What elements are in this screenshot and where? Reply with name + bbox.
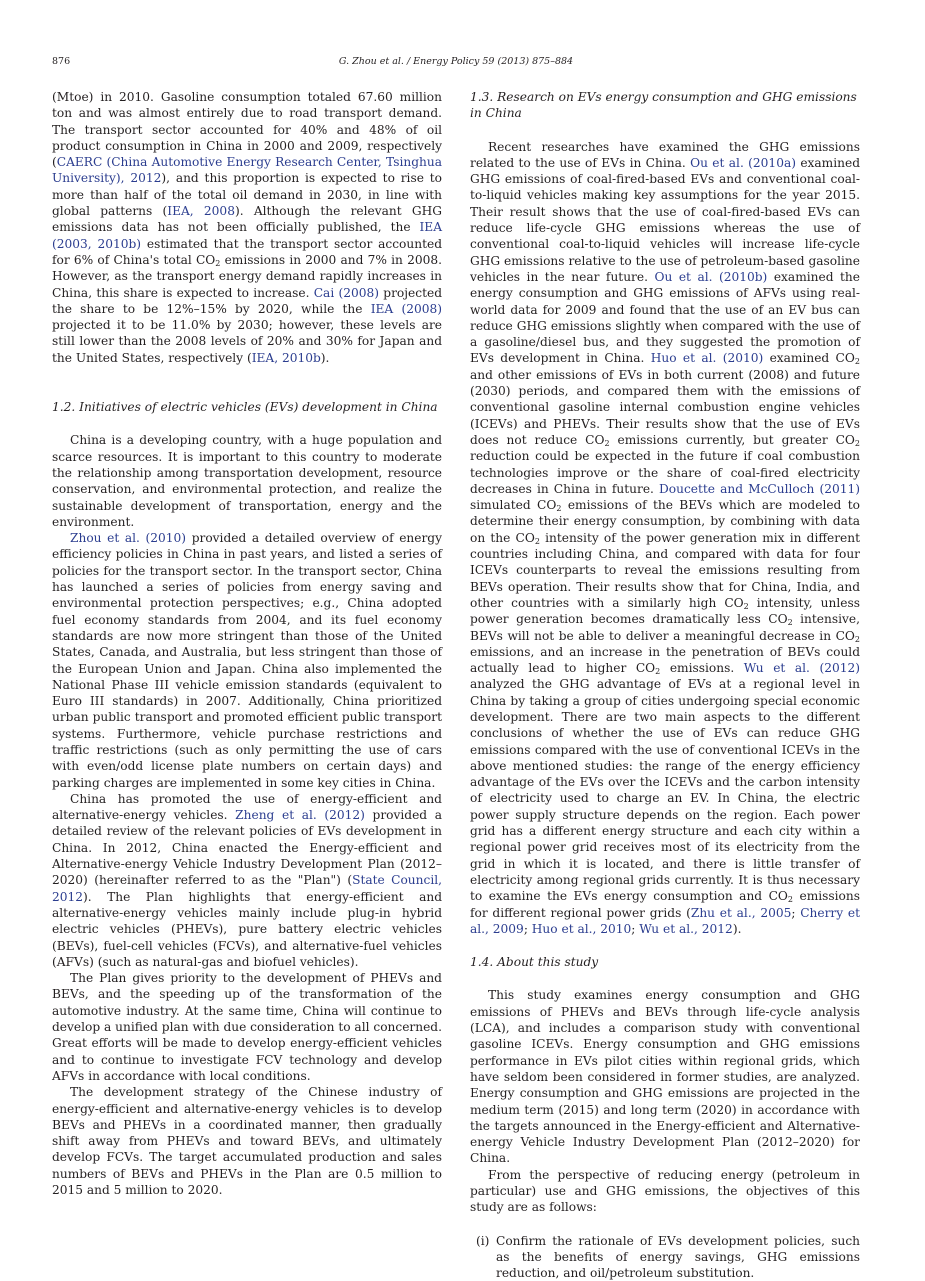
- citation-zhu-2005[interactable]: Zhu et al., 2005: [690, 905, 792, 920]
- paragraph-objectives-intro: From the perspective of reducing energy (petroleum in particular) use and GHG emissions, the objectives of this study are as follows:: [470, 1167, 860, 1215]
- citation-doucette-mcculloch-2011[interactable]: Doucette and McCulloch (2011): [659, 481, 861, 496]
- citation-zheng-2012[interactable]: Zheng et al. (2012): [235, 808, 365, 823]
- citation-huo-2010-b[interactable]: Huo et al., 2010: [531, 921, 632, 936]
- citation-cai-2008[interactable]: Cai (2008): [313, 285, 380, 300]
- left-column: [52, 89, 442, 1198]
- citation-iea-2008-b[interactable]: IEA (2008): [370, 301, 442, 316]
- objective-list-item: [470, 1233, 860, 1281]
- paragraph-china-developing: China is a developing country, with a huge population and scarce resources. It is important to this country to moderate the relationship among transportation development, resource conservation, and environmental protection, and realize the sustainable development of transportation, energy and the environment.: [52, 433, 442, 529]
- citation-ou-2010b[interactable]: Ou et al. (2010b): [654, 269, 768, 284]
- citation-state-council-2012[interactable]: State Council, 2012: [52, 873, 442, 904]
- section-heading-1-3: 1.3. Research on EVs energy consumption and GHG emissions in China: [470, 90, 857, 121]
- citation-wu-2012-b[interactable]: Wu et al., 2012: [639, 921, 733, 936]
- section-heading-1-4: 1.4. About this study: [470, 955, 599, 970]
- citation-iea-2008[interactable]: IEA, 2008: [167, 204, 235, 219]
- running-head: G. Zhou et al. / Energy Policy 59 (2013) 875–884: [338, 56, 574, 67]
- paragraph-plan: China has promoted the use of energy-efficient and alternative-energy vehicles. Zheng et al. (2012) provided a detailed review of the relevant policies of EVs development in China. In 2012, China enacted the Energy-efficient and Alternative-energy Vehicle Industry Development Plan (2012–2020) (hereinafter referred to as the "Plan") (State Council, 2012). The Plan highlights that energy-efficient and alternative-energy vehicles mainly include plug-in hybrid electric vehicles (PHEVs), pure battery electric vehicles (BEVs), fuel-cell vehicles (FCVs), and alternative-fuel vehicles (AFVs) (such as natural-gas and biofuel vehicles).: [52, 791, 442, 969]
- citation-zhou-2010[interactable]: Zhou et al. (2010): [70, 531, 187, 546]
- citation-iea-2010b[interactable]: IEA, 2010b: [251, 350, 321, 365]
- list-label: (i): [476, 1233, 490, 1248]
- citation-cherry-2009[interactable]: Cherry et al., 2009: [470, 905, 861, 936]
- right-column: [470, 89, 860, 1281]
- page-number: 876: [52, 56, 71, 67]
- citation-iea-2003-2010b[interactable]: IEA (2003, 2010b): [52, 220, 442, 251]
- citation-wu-2012[interactable]: Wu et al. (2012): [743, 661, 860, 676]
- list-text: Confirm the rationale of EVs development policies, such as the benefits of energy savings, GHG emissions reduction, and oil/petroleum substitution.: [496, 1233, 860, 1281]
- citation-caerc-2012[interactable]: CAERC (China Automotive Energy Research Center, Tsinghua University), 2012: [52, 155, 442, 186]
- paragraph-about-study: This study examines energy consumption and GHG emissions of PHEVs and BEVs through life-cycle analysis (LCA), and includes a comparison study with conventional gasoline ICEVs. Energy consumption and GHG emissions performance in EVs pilot cities within regional grids, which have seldom been considered in former studies, are analyzed. Energy consumption and GHG emissions are projected in the medium term (2015) and long term (2020) in accordance with the targets announced in the Energy-efficient and Alternative-energy Vehicle Industry Development Plan (2012–2020) for China.: [470, 988, 860, 1166]
- citation-huo-2010[interactable]: Huo et al. (2010): [650, 351, 764, 366]
- paragraph-plan-priority: The Plan gives priority to the development of PHEVs and BEVs, and the speeding up of the transformation of the automotive industry. At the same time, China will continue to develop a unified plan with due consideration to all concerned. Great efforts will be made to develop energy-efficient vehicles and to continue to investigate FCV technology and develop AFVs in accordance with local conditions.: [52, 971, 442, 1083]
- section-heading-1-2: 1.2. Initiatives of electric vehicles (EVs) development in China: [52, 400, 438, 415]
- paragraph-ev-research: Recent researches have examined the GHG emissions related to the use of EVs in China. Ou et al. (2010a) examined GHG emissions of coal-fired-based EVs and conventional coal-to-liquid vehicles making key assumptions for the year 2015. Their result shows that the use of coal-fired-based EVs can reduce life-cycle GHG emissions whereas the use of conventional coal-to-liquid vehicles will increase life-cycle GHG emissions relative to the use of petroleum-based gasoline vehicles in the near future. Ou et al. (2010b) examined the energy consumption and GHG emissions of AFVs using real-world data for 2009 and found that the use of an EV bus can reduce GHG emissions slightly when compared with the use of a gasoline/diesel bus, and they suggested the promotion of EVs development in China. Huo et al. (2010) examined $CO_2$ and other emissions of EVs in both current (2008) and future (2030) periods, and compared them with the emissions of conventional gasoline internal combustion engine vehicles (ICEVs) and PHEVs. Their results show that the use of EVs does not reduce $CO_2$ emissions currently, but greater $CO_2$ reduction could be expected in the future if coal combustion technologies improve or the share of coal-fired electricity decreases in China in future. Doucette and McCulloch (2011) simulated $CO_2$ emissions of the BEVs which are modeled to determine their energy consumption, by combining with data on the $CO_2$ intensity of the power generation mix in different countries including China, and compared with data for four ICEVs counterparts to reveal the emissions resulting from BEVs operation. Their results show that for China, India, and other countries with a similarly high $CO_2$ intensity, unless power generation becomes dramatically less $CO_2$ intensive, BEVs will not be able to deliver a meaningful decrease in $CO_2$ emissions, and an increase in the penetration of BEVs could actually lead to higher $CO_2$ emissions. Wu et al. (2012) analyzed the GHG advantage of EVs at a regional level in China by taking a group of cities undergoing special economic development. There are two main aspects to the different conclusions of whether the use of EVs can reduce GHG emissions compared with the use of conventional ICEVs in the above mentioned studies: the range of the energy efficiency advantage of the EVs over the ICEVs and the carbon intensity of electricity used to charge an EV. In China, the electric power supply structure depends on the region. Each power grid has a different energy structure and each city within a regional power grid receives most of its electricity from the grid in which it is located, and there is little transfer of electricity among regional grids currently. It is thus necessary to examine the EVs energy consumption and $CO_2$ emissions for different regional power grids (Zhu et al., 2005; Cherry et al., 2009; Huo et al., 2010; Wu et al., 2012).: [470, 139, 861, 936]
- page-header: [52, 56, 860, 70]
- citation-ou-2010a[interactable]: Ou et al. (2010a): [690, 155, 796, 170]
- paragraph-transport-share: (Mtoe) in 2010. Gasoline consumption totaled 67.60 million ton and was almost entirely due to road transport demand. The transport sector accounted for 40% and 48% of oil product consumption in China in 2000 and 2009, respectively (CAERC (China Automotive Energy Research Center, Tsinghua University), 2012), and this proportion is expected to rise to more than half of the total oil demand in 2030, in line with global patterns (IEA, 2008). Although the relevant GHG emissions data has not been officially published, the IEA (2003, 2010b) estimated that the transport sector accounted for 6% of China's total $CO_2$ emissions in 2000 and 7% in 2008. However, as the transport energy demand rapidly increases in China, this share is expected to increase. Cai (2008) projected the share to be 12%–15% by 2020, while the IEA (2008) projected it to be 11.0% by 2030; however, these levels are still lower than the 2008 levels of 20% and 30% for Japan and the United States, respectively (IEA, 2010b).: [52, 90, 443, 365]
- paragraph-efficiency-policies: Zhou et al. (2010) provided a detailed overview of energy efficiency policies in China in past years, and listed a series of policies for the transport sector. In the transport sector, China has launched a series of policies from energy saving and environmental protection perspectives; e.g., China adopted fuel economy standards from 2004, and its fuel economy standards are now more stringent than those of the United States, Canada, and Australia, but less stringent than those of the European Union and Japan. China also implemented the National Phase III vehicle emission standards (equivalent to Euro III standards) in 2007. Additionally, China prioritized urban public transport and promoted efficient public transport systems. Furthermore, vehicle purchase restrictions and traffic restrictions (such as only permitting the use of cars with even/odd license plate numbers on certain days) and parking charges are implemented in some key cities in China.: [52, 531, 442, 790]
- paragraph-development-strategy: The development strategy of the Chinese industry of energy-efficient and alternative-energy vehicles is to develop BEVs and PHEVs in a coordinated manner, then gradually shift away from PHEVs and toward BEVs, and ultimately develop FCVs. The target accumulated production and sales numbers of BEVs and PHEVs in the Plan are 0.5 million to 2015 and 5 million to 2020.: [52, 1085, 442, 1197]
